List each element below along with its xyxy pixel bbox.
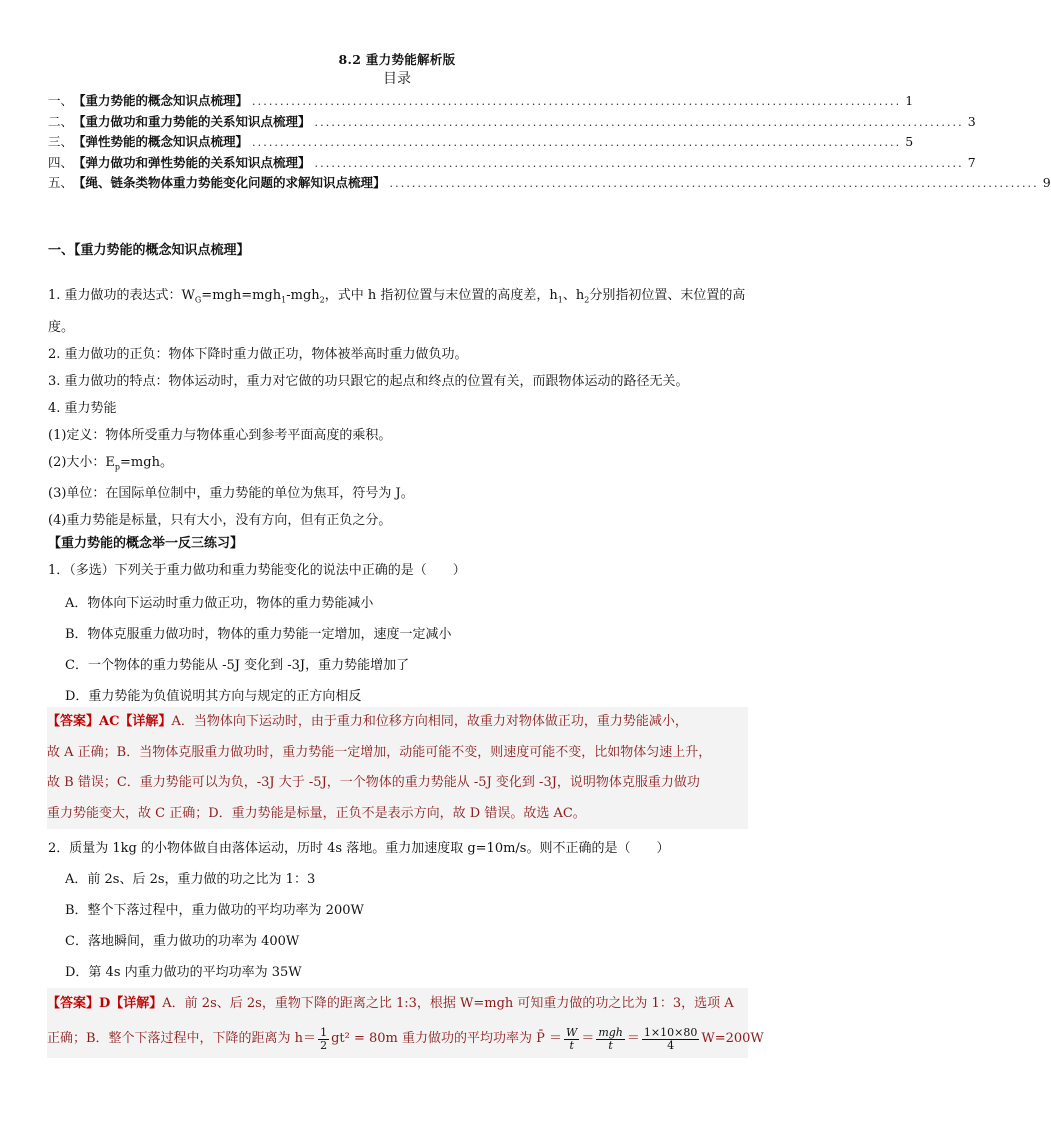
toc-entry-page: 5: [905, 134, 914, 149]
question-option: A．前 2s、后 2s，重力做的功之比为 1：3: [65, 872, 316, 887]
fraction-half: $\frac{1}{2}$: [320, 1025, 328, 1052]
answer-line: 【答案】AC【详解】A．当物体向下运动时，由于重力和位移方向相同，故重力对物体做正功，重力势能减小，: [47, 714, 688, 729]
answer-line: 正确；B．整个下落过程中，下降的距离为 h＝ $\frac{1}{2}$ gt² = 80m 重力做功的平均功率为 P̄ ＝ $\frac{W}{t}$ ＝ $\frac{\text{mgh}}{t}$ ＝ $\frac{1\times 10\times 80}{4}$ W=200W: [47, 1025, 764, 1052]
paragraph: 3. 重力做功的特点：物体运动时，重力对它做的功只跟它的起点和终点的位置有关，而跟物体运动的路径无关。: [48, 373, 689, 389]
question-option: D．重力势能为负值说明其方向与规定的正方向相反: [65, 689, 362, 705]
fraction-value: $\frac{1\times 10\times 80}{4}$: [643, 1025, 698, 1052]
paragraph-continuation: 度。: [48, 319, 75, 335]
toc-entry-page: 3: [967, 113, 976, 129]
toc-heading: 目录: [383, 71, 411, 87]
toc-entry-number: 二、: [48, 113, 74, 129]
toc-entry[interactable]: [48, 132, 914, 153]
answer-line: 故 B 错误；C．重力势能可以为负，-3J 大于 -5J，一个物体的重力势能从 -5J 变化到 -3J，说明物体克服重力做功: [47, 775, 700, 790]
answer-tag: 【答案】D【详解】: [47, 996, 163, 1011]
toc-entry[interactable]: [48, 91, 914, 112]
toc-entry-number: 五、: [48, 175, 74, 190]
answer-line: 故 A 正确；B．当物体克服重力做功时，重力势能一定增加，动能可能不变，则速度可能不变，比如物体匀速上升，: [47, 744, 712, 760]
answer-line: 重力势能变大，故 C 正确；D．重力势能是标量，正负不是表示方向，故 D 错误。故选 AC。: [47, 805, 586, 821]
answer-block: [47, 988, 764, 1058]
toc-leader-dots: ....................................................................................................................: [252, 95, 902, 108]
question-stem: 2．质量为 1kg 的小物体做自由落体运动，历时 4s 落地。重力加速度取 g=10m/s。则不正确的是（ ）: [48, 841, 670, 856]
fraction-w-over-t: $\frac{W}{t}$: [566, 1025, 578, 1052]
toc-entry-label: 【绳、链条类物体重力势能变化问题的求解知识点梳理】: [73, 175, 386, 190]
toc-entry[interactable]: [48, 153, 976, 174]
toc-entry[interactable]: [48, 173, 1051, 194]
toc-entry-page: 9: [1042, 175, 1051, 190]
question-option: B．整个下落过程中，重力做功的平均功率为 200W: [65, 903, 364, 918]
table-of-contents: [48, 91, 1051, 194]
toc-leader-dots: ....................................................................................................................: [389, 177, 1039, 190]
question-option: D．第 4s 内重力做功的平均功率为 35W: [65, 965, 302, 980]
question-option: C．一个物体的重力势能从 -5J 变化到 -3J，重力势能增加了: [65, 658, 410, 674]
toc-entry-number: 一、: [48, 93, 74, 108]
paragraph: 1. 重力做功的表达式：$W_G=mgh=mgh_1-mgh_2$，式中 h 指初位置与末位置的高度差，$h_1$、$h_2$分别指初位置、末位置的高: [48, 288, 746, 305]
answer-block: [47, 707, 748, 829]
section-body: [48, 282, 748, 712]
toc-entry-label: 【重力做功和重力势能的关系知识点梳理】: [73, 113, 311, 129]
practice-heading: 【重力势能的概念举一反三练习】: [48, 536, 244, 552]
paragraph: (3)单位：在国际单位制中，重力势能的单位为焦耳，符号为 J。: [48, 486, 414, 502]
toc-entry-label: 【弹性势能的概念知识点梳理】: [73, 134, 249, 149]
toc-entry-page: 1: [905, 93, 914, 108]
paragraph: (1)定义：物体所受重力与物体重心到参考平面高度的乘积。: [48, 427, 392, 443]
answer-tag: 【答案】AC【详解】: [47, 714, 172, 729]
toc-entry-number: 三、: [48, 134, 74, 149]
question-stem: 1．（多选）下列关于重力做功和重力势能变化的说法中正确的是（ ）: [48, 563, 466, 579]
toc-entry-page: 7: [967, 154, 976, 170]
toc-leader-dots: ....................................................................................................................: [314, 115, 964, 129]
document-title: 8.2 重力势能解析版: [338, 52, 456, 67]
question-option: B．物体克服重力做功时，物体的重力势能一定增加，速度一定减小: [65, 627, 452, 643]
paragraph: (2)大小：$E_p=mgh$。: [48, 454, 173, 472]
toc-entry[interactable]: [48, 112, 976, 133]
paragraph: 4. 重力势能: [48, 400, 117, 416]
answer-line: 【答案】D【详解】A．前 2s、后 2s，重物下降的距离之比 1:3，根据 W=mgh 可知重力做的功之比为 1：3，选项 A: [47, 996, 734, 1011]
toc-entry-label: 【弹力做功和弹性势能的关系知识点梳理】: [73, 154, 311, 170]
section-heading: 一、【重力势能的概念知识点梳理】: [48, 243, 250, 258]
question-option: A．物体向下运动时重力做正功，物体的重力势能减小: [65, 596, 374, 612]
toc-leader-dots: ....................................................................................................................: [314, 156, 964, 170]
toc-entry-label: 【重力势能的概念知识点梳理】: [73, 93, 249, 108]
toc-leader-dots: ....................................................................................................................: [252, 136, 902, 149]
toc-entry-number: 四、: [48, 154, 74, 170]
fraction-mgh-over-t: $\frac{\text{mgh}}{t}$: [598, 1025, 623, 1052]
question-2: [48, 833, 748, 988]
question-option: C．落地瞬间，重力做功的功率为 400W: [65, 934, 300, 949]
paragraph: (4)重力势能是标量，只有大小，没有方向，但有正负之分。: [48, 513, 392, 529]
paragraph: 2. 重力做功的正负：物体下降时重力做正功，物体被举高时重力做负功。: [48, 346, 468, 362]
